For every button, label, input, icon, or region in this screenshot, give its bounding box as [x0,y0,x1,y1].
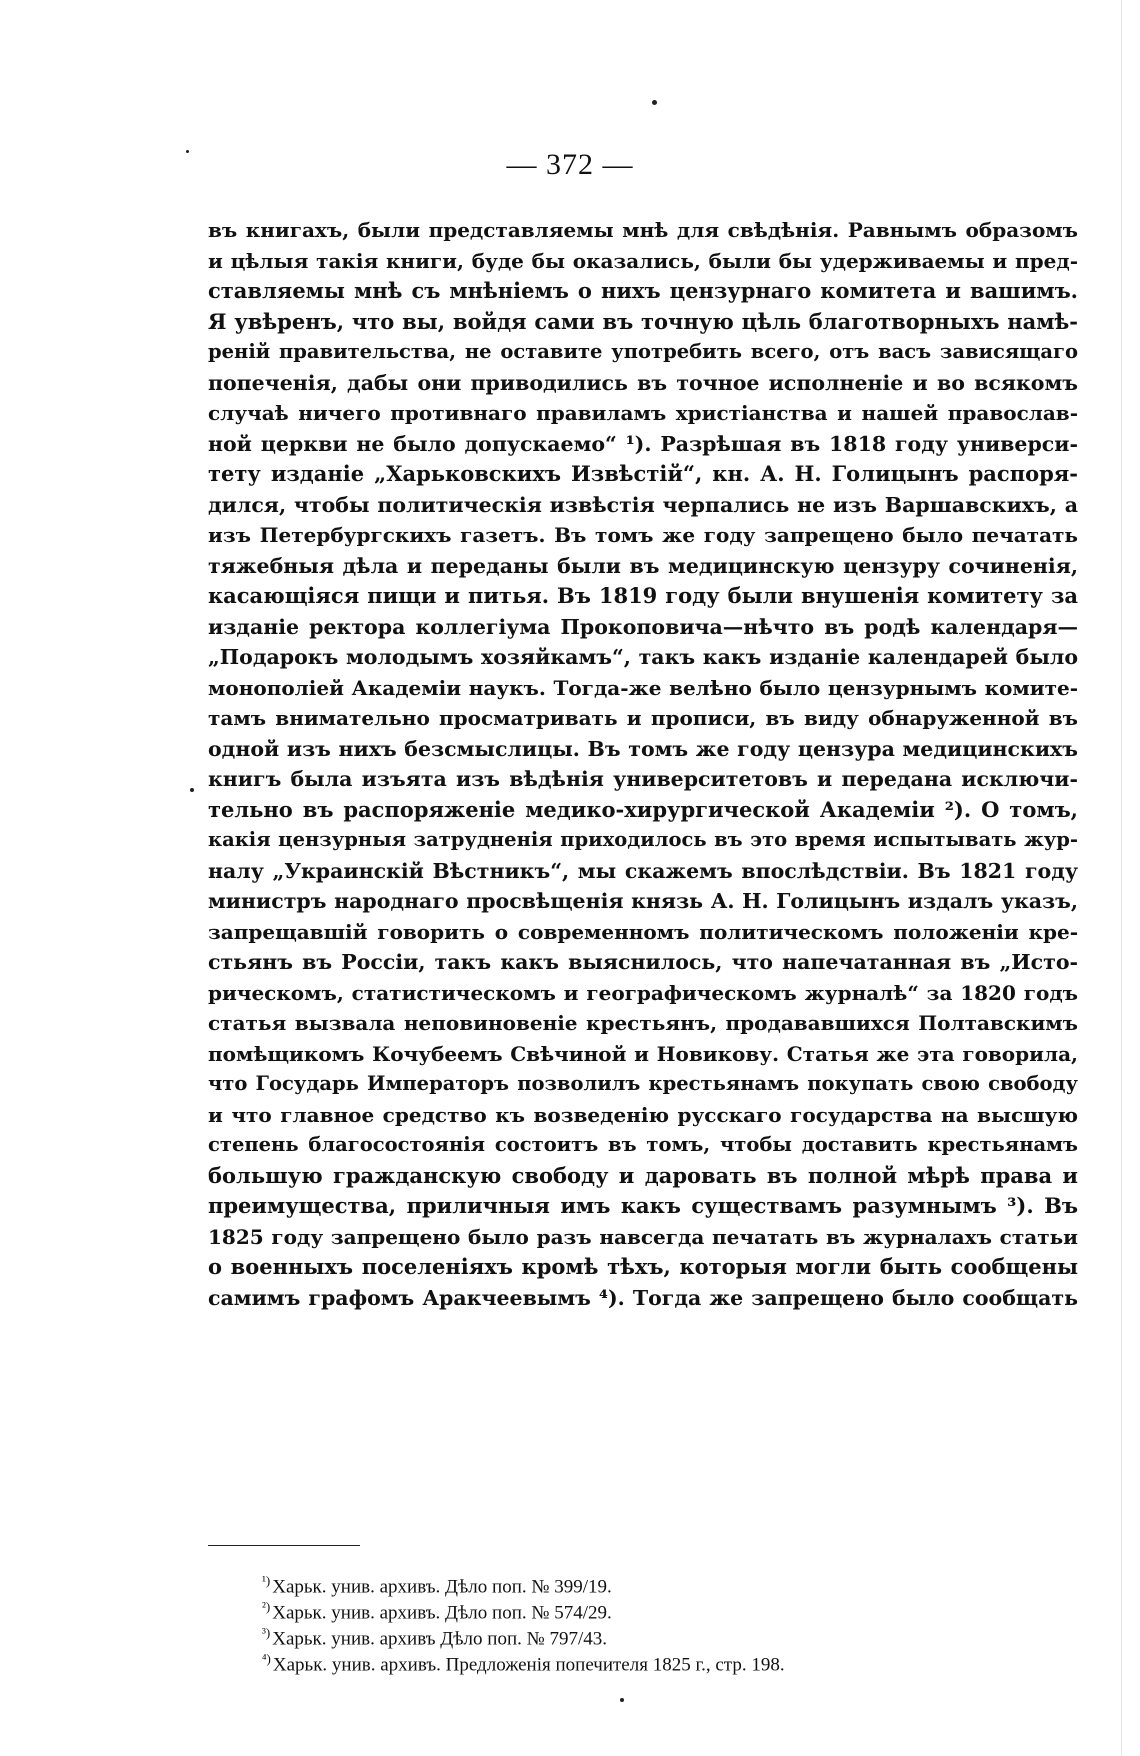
text-line: тельно въ распоряженіе медико-хирургической Академіи ²). О томъ, [208,796,1078,822]
footnote-marker: ¹) [262,1573,271,1588]
footnote [262,1646,1062,1676]
text-line: въ книгахъ, были представляемы мнѣ для свѣдѣнія. Равнымъ образомъ [208,218,1078,242]
text-line: самимъ графомъ Аракчеевымъ ⁴). Тогда же запрещено было сообщать [208,1285,1078,1310]
text-line: стьянъ въ Россіи, такъ какъ выяснилось, что напечатанная въ „Исто- [208,950,1078,974]
text-line: реній правительства, не оставите употребить всего, отъ васъ зависящаго [208,340,1078,363]
text-line: степень благосостоянія состоитъ въ томъ, чтобы доставить крестьянамъ [208,1133,1078,1156]
ink-speck [652,100,657,105]
text-line: монополіей Академіи наукъ. Тогда-же велѣно было цензурнымъ комите- [208,675,1078,700]
text-line: статья вызвала неповиновеніе крестьянъ, продававшихся Полтавскимъ [208,1011,1078,1035]
footnote [262,1620,1062,1650]
ink-speck [190,788,194,792]
text-line: дился, чтобы политическія извѣстія черпались не изъ Варшавскихъ, а [208,492,1078,517]
footnote-text: Харьк. унив. архивъ. Предложенія попечителя 1825 г., стр. 198. [272,1654,785,1676]
footnote-text: Харьк. унив. архивъ. Дѣло поп. № 574/29. [272,1602,612,1624]
footnote [262,1594,1062,1624]
text-line: изъ Петербургскихъ газетъ. Въ томъ же году запрещено было печатать [208,523,1078,547]
text-line: одной изъ нихъ безсмыслицы. Въ томъ же году цензура медицинскихъ [208,736,1078,761]
text-line: большую гражданскую свободу и даровать въ полной мѣрѣ права и [208,1162,1078,1188]
text-line: случаѣ ничего противнаго правиламъ христіанства и нашей православ- [208,401,1078,425]
text-line: 1825 году запрещено было разъ навсегда печатать въ журналахъ статьи [208,1224,1078,1249]
text-line: что Государь Императоръ позволилъ крестьянамъ покупать свою свободу [208,1072,1078,1095]
text-line: ной церкви не было допускаемо“ ¹). Разрѣшая въ 1818 году универси- [208,431,1078,456]
text-line: тамъ внимательно просматривать и прописи, въ виду обнаруженной въ [208,706,1078,730]
text-line: тету изданіе „Харьковскихъ Извѣстій“, кн. А. Н. Голицынъ распоря- [208,461,1078,486]
text-line: помѣщикомъ Кочубеемъ Свѣчиной и Новикову. Статья же эта говорила, [208,1041,1078,1066]
page-edge-shadow [1121,0,1122,1756]
text-line: ставляемы мнѣ съ мнѣніемъ о нихъ цензурнаго комитета и вашимъ. [208,278,1078,303]
footnote-divider [208,1545,360,1546]
text-line: какія цензурныя затрудненія приходилось въ это время испытывать жур- [208,828,1078,851]
footnote-marker: ²) [262,1599,271,1614]
footnote-text: Харьк. унив. архивъ Дѣло поп. № 797/43. [272,1628,608,1650]
text-line: книгъ была изъята изъ вѣдѣнія университетовъ и передана исключи- [208,767,1078,791]
text-line: запрещавшій говорить о современномъ политическомъ положеніи кре- [208,919,1078,944]
text-line: министръ народнаго просвѣщенія князь А. Н. Голицынъ издалъ указъ, [208,889,1078,913]
body-text [208,215,1078,1313]
text-line: „Подарокъ молодымъ хозяйкамъ“, такъ какъ изданіе календарей было [208,645,1078,669]
text-line: Я увѣренъ, что вы, войдя сами въ точную цѣль благотворныхъ намѣ- [208,308,1078,334]
text-line: тяжебныя дѣла и переданы были въ медицинскую цензуру сочиненія, [208,553,1078,578]
footnote [262,1568,1062,1598]
text-line: и цѣлыя такія книги, буде бы оказались, были бы удерживаемы и пред- [208,248,1078,273]
text-line: преимущества, приличныя имъ какъ существамъ разумнымъ ³). Въ [208,1193,1078,1218]
text-line: касающіяся пищи и питья. Въ 1819 году были внушенія комитету за [208,583,1078,608]
ink-speck [620,1698,624,1702]
text-line: изданіе ректора коллегіума Прокоповича—нѣчто въ родѣ календаря— [208,614,1078,639]
text-line: о военныхъ поселеніяхъ кромѣ тѣхъ, которыя могли быть сообщены [208,1254,1078,1279]
text-line: налу „Украинскій Вѣстникъ“, мы скажемъ впослѣдствіи. Въ 1821 году [208,858,1078,883]
page-number: — 372 — [506,148,634,181]
footnotes [262,1568,1062,1676]
text-line: попеченія, дабы они приводились въ точное исполненіе и во всякомъ [208,370,1078,395]
footnote-marker: ³) [262,1625,271,1640]
footnote-marker: ⁴) [262,1651,271,1666]
footnote-text: Харьк. унив. архивъ. Дѣло поп. № 399/19. [272,1576,612,1598]
text-line: рическомъ, статистическомъ и географическомъ журналѣ“ за 1820 годъ [208,980,1078,1005]
text-line: и что главное средство къ возведенію русскаго государства на высшую [208,1102,1078,1127]
